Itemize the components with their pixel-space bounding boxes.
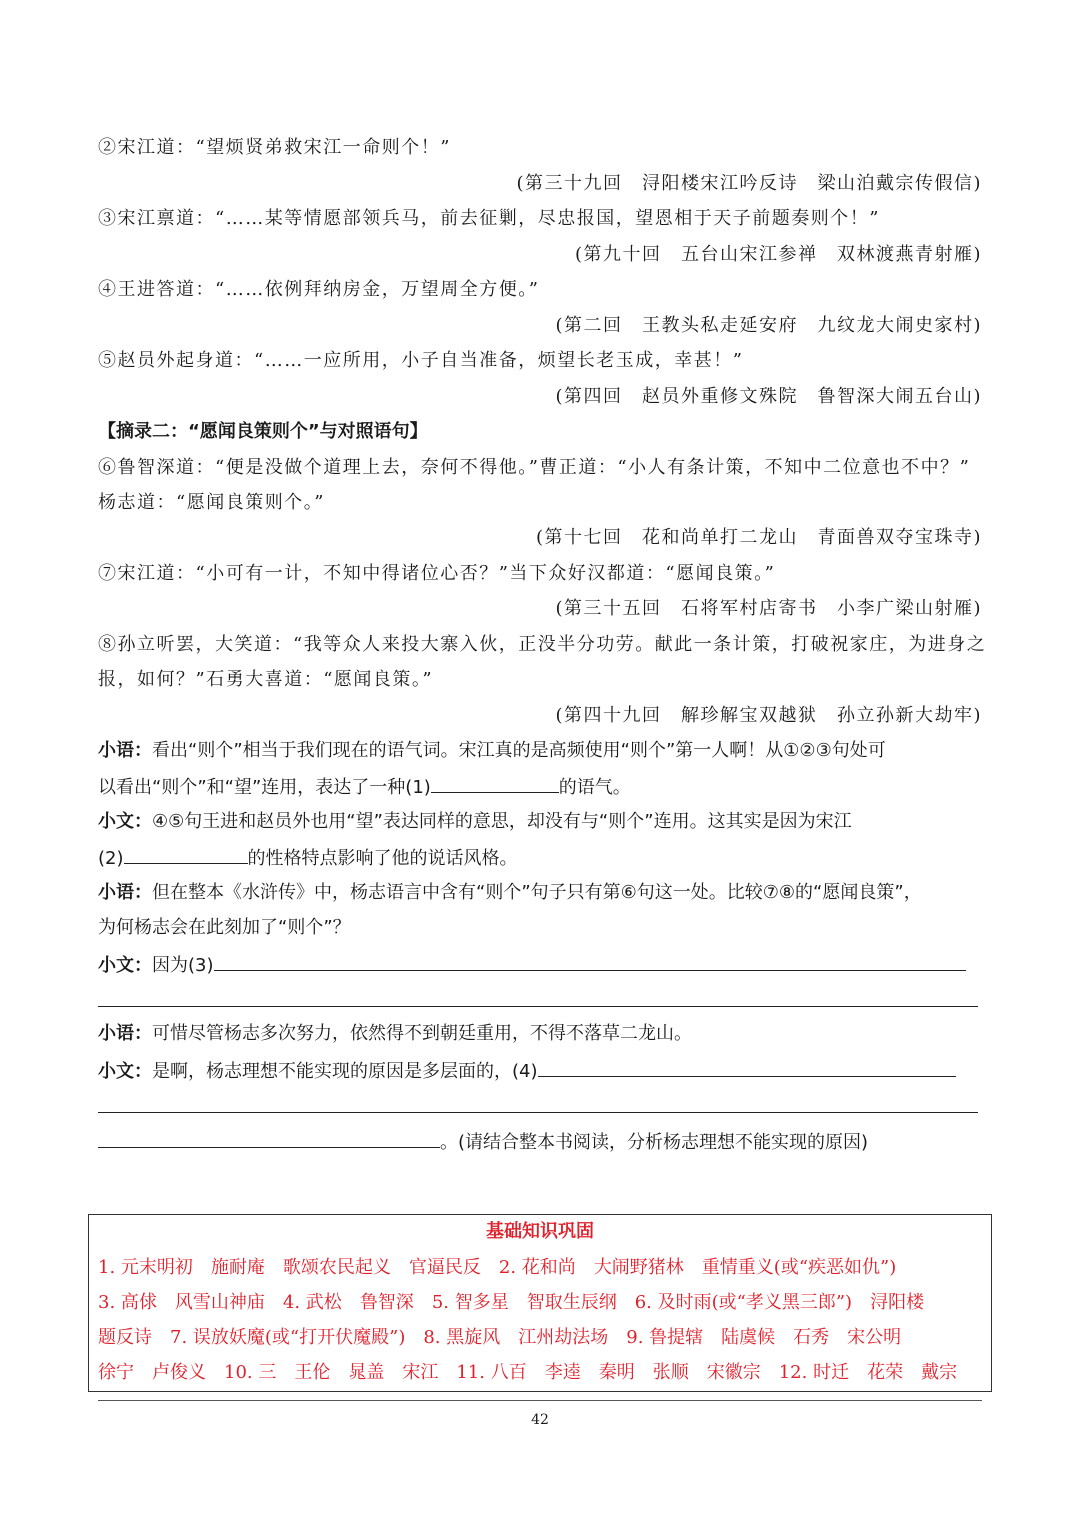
answer-item: 宋江 — [402, 1362, 439, 1383]
answer-item: 施耐庵 — [210, 1257, 265, 1278]
quote-5-source: (第四回 赵员外重修文殊院 鲁智深大闹五台山) — [555, 386, 982, 407]
answer-item: 陆虞候 — [721, 1327, 776, 1348]
answer-item: 11. 八百 — [456, 1362, 527, 1383]
speaker-label: 小文： — [98, 955, 152, 976]
quote-4-source: (第二回 王教头私走延安府 九纹龙大闹史家村) — [555, 315, 982, 336]
quote-6-line-1: ⑥鲁智深道：“便是没做个道理上去，奈何不得他。”曹正道：“小人有条计策，不知中二位意也不中？” — [98, 457, 971, 478]
answer-item: 李逵 — [544, 1362, 581, 1383]
page-number: 42 — [531, 1412, 549, 1428]
answer-item: 7. 误放妖魔(或“打开伏魔殿”) — [170, 1327, 406, 1348]
dialogue-line-10 — [98, 1127, 982, 1157]
dialogue-text: 可惜尽管杨志多次努力，依然得不到朝廷重用，不得不落草二龙山。 — [152, 1023, 692, 1044]
quote-7: ⑦宋江道：“小可有一计，不知中得诸位心否？”当下众好汉都道：“愿闻良策。” — [98, 563, 776, 584]
quote-8-line-2: 报，如何？”石勇大喜道：“愿闻良策。” — [98, 669, 434, 690]
answer-box-title: 基础知识巩固 — [486, 1221, 594, 1242]
quote-7-source: (第三十五回 石将军村店寄书 小李广梁山射雁) — [555, 598, 982, 619]
dialogue-line-3 — [98, 808, 982, 836]
answer-blank-4-end[interactable] — [98, 1127, 440, 1148]
quote-2: ②宋江道：“望烦贤弟救宋江一命则个！” — [98, 137, 451, 158]
dialogue-line-8 — [98, 1020, 982, 1048]
answer-item: 官逼民反 — [408, 1257, 481, 1278]
quote-2-source: (第三十九回 浔阳楼宋江吟反诗 梁山泊戴宗传假信) — [516, 173, 982, 194]
dialogue-text: 的语气。 — [558, 777, 631, 798]
answer-item: 风雪山神庙 — [174, 1292, 265, 1313]
dialogue-text: (2) — [98, 848, 124, 869]
dialogue-line-7 — [98, 950, 982, 980]
answer-blank-3[interactable] — [214, 950, 966, 971]
speaker-label: 小文： — [98, 811, 152, 832]
dialogue-text: 是啊，杨志理想不能实现的原因是多层面的，(4) — [152, 1061, 538, 1082]
dialogue-text: 因为(3) — [152, 955, 214, 976]
dialogue-text: 。(请结合整本书阅读，分析杨志理想不能实现的原因) — [440, 1132, 869, 1153]
quote-4: ④王进答道：“……依例拜纳房金，万望周全方便。” — [98, 279, 540, 300]
answer-item: 5. 智多星 — [431, 1292, 509, 1313]
dialogue-text: 的性格特点影响了他的说话风格。 — [247, 848, 518, 869]
quote-6-source: (第十七回 花和尚单打二龙山 青面兽双夺宝珠寺) — [535, 527, 982, 548]
answer-item: 卢俊义 — [152, 1362, 206, 1383]
dialogue-line-4 — [98, 843, 982, 873]
dialogue-text: 但在整本《水浒传》中，杨志语言中含有“则个”句子只有第⑥句这一处。比较⑦⑧的“愿闻良策”， — [152, 882, 922, 903]
answer-blank-4-continued[interactable] — [98, 1112, 978, 1113]
answer-item: 4. 武松 — [282, 1292, 342, 1313]
answer-item: 题反诗 — [98, 1327, 152, 1348]
answer-item: 宋公明 — [847, 1327, 902, 1348]
answer-item: 8. 黑旋风 — [423, 1327, 501, 1348]
speaker-label: 小文： — [98, 1061, 152, 1082]
answer-item: 浔阳楼 — [870, 1292, 925, 1313]
answer-item: 6. 及时雨(或“孝义黑三郎”) — [634, 1292, 853, 1313]
dialogue-line-5 — [98, 879, 982, 907]
dialogue-line-9 — [98, 1056, 982, 1086]
answer-item: 江州劫法场 — [518, 1327, 609, 1348]
answer-item: 大闹野猪林 — [593, 1257, 684, 1278]
answer-item: 2. 花和尚 — [498, 1257, 576, 1278]
answer-item: 戴宗 — [921, 1362, 958, 1383]
answer-item: 重情重义(或“疾恶如仇”) — [701, 1257, 897, 1278]
answer-item: 3. 高俅 — [98, 1292, 157, 1313]
answer-blank-4[interactable] — [538, 1056, 956, 1077]
answer-item: 鲁智深 — [359, 1292, 414, 1313]
answer-blank-1[interactable] — [431, 772, 559, 793]
dialogue-text: ④⑤句王进和赵员外也用“望”表达同样的意思，却没有与“则个”连用。这其实是因为宋江 — [152, 811, 852, 832]
answer-item: 9. 鲁提辖 — [626, 1327, 704, 1348]
quote-3: ③宋江禀道：“……某等情愿部领兵马，前去征剿，尽忠报国，望恩相于天子前题奏则个！” — [98, 208, 880, 229]
dialogue-text: 以看出“则个”和“望”连用，表达了一种(1) — [98, 777, 431, 798]
answer-blank-2[interactable] — [124, 843, 248, 864]
answer-item: 10. 三 — [224, 1362, 277, 1383]
answer-item: 智取生辰纲 — [526, 1292, 617, 1313]
answer-item: 张顺 — [652, 1362, 689, 1383]
dialogue-line-2 — [98, 772, 982, 802]
answer-item: 晁盖 — [348, 1362, 385, 1383]
dialogue-line-6: 为何杨志会在此刻加了“则个”？ — [98, 917, 351, 938]
answer-row — [98, 1359, 982, 1387]
quote-6-line-2: 杨志道：“愿闻良策则个。” — [98, 492, 325, 513]
answer-item: 歌颂农民起义 — [282, 1257, 391, 1278]
answer-item: 花荣 — [867, 1362, 904, 1383]
answer-row — [98, 1254, 982, 1282]
answer-item: 12. 时迁 — [778, 1362, 850, 1383]
excerpt-2-heading: 【摘录二：“愿闻良策则个”与对照语句】 — [98, 421, 428, 442]
answer-row — [98, 1289, 982, 1317]
speaker-label: 小语： — [98, 1023, 152, 1044]
quote-5: ⑤赵员外起身道：“……一应所用，小子自当准备，烦望长老玉成，幸甚！” — [98, 350, 744, 371]
dialogue-line-1 — [98, 737, 982, 765]
answer-item: 秦明 — [598, 1362, 635, 1383]
footer-divider — [98, 1400, 982, 1401]
answer-item: 徐宁 — [98, 1362, 134, 1383]
answer-item: 宋徽宗 — [706, 1362, 761, 1383]
answer-item: 石秀 — [793, 1327, 830, 1348]
dialogue-text: 看出“则个”相当于我们现在的语气词。宋江真的是高频使用“则个”第一人啊！从①②③句处可 — [152, 740, 886, 761]
answer-row — [98, 1324, 982, 1352]
speaker-label: 小语： — [98, 740, 152, 761]
answer-item: 1. 元末明初 — [98, 1257, 193, 1278]
speaker-label: 小语： — [98, 882, 152, 903]
quote-8-source: (第四十九回 解珍解宝双越狱 孙立孙新大劫牢) — [555, 705, 982, 726]
quote-8-line-1: ⑧孙立听罢，大笑道：“我等众人来投大寨入伙，正没半分功劳。献此一条计策，打破祝家庄，为进身之 — [98, 634, 987, 655]
answer-item: 王伦 — [294, 1362, 331, 1383]
answer-blank-3-continued[interactable] — [98, 1006, 978, 1007]
quote-3-source: (第九十回 五台山宋江参禅 双林渡燕青射雁) — [574, 244, 982, 265]
